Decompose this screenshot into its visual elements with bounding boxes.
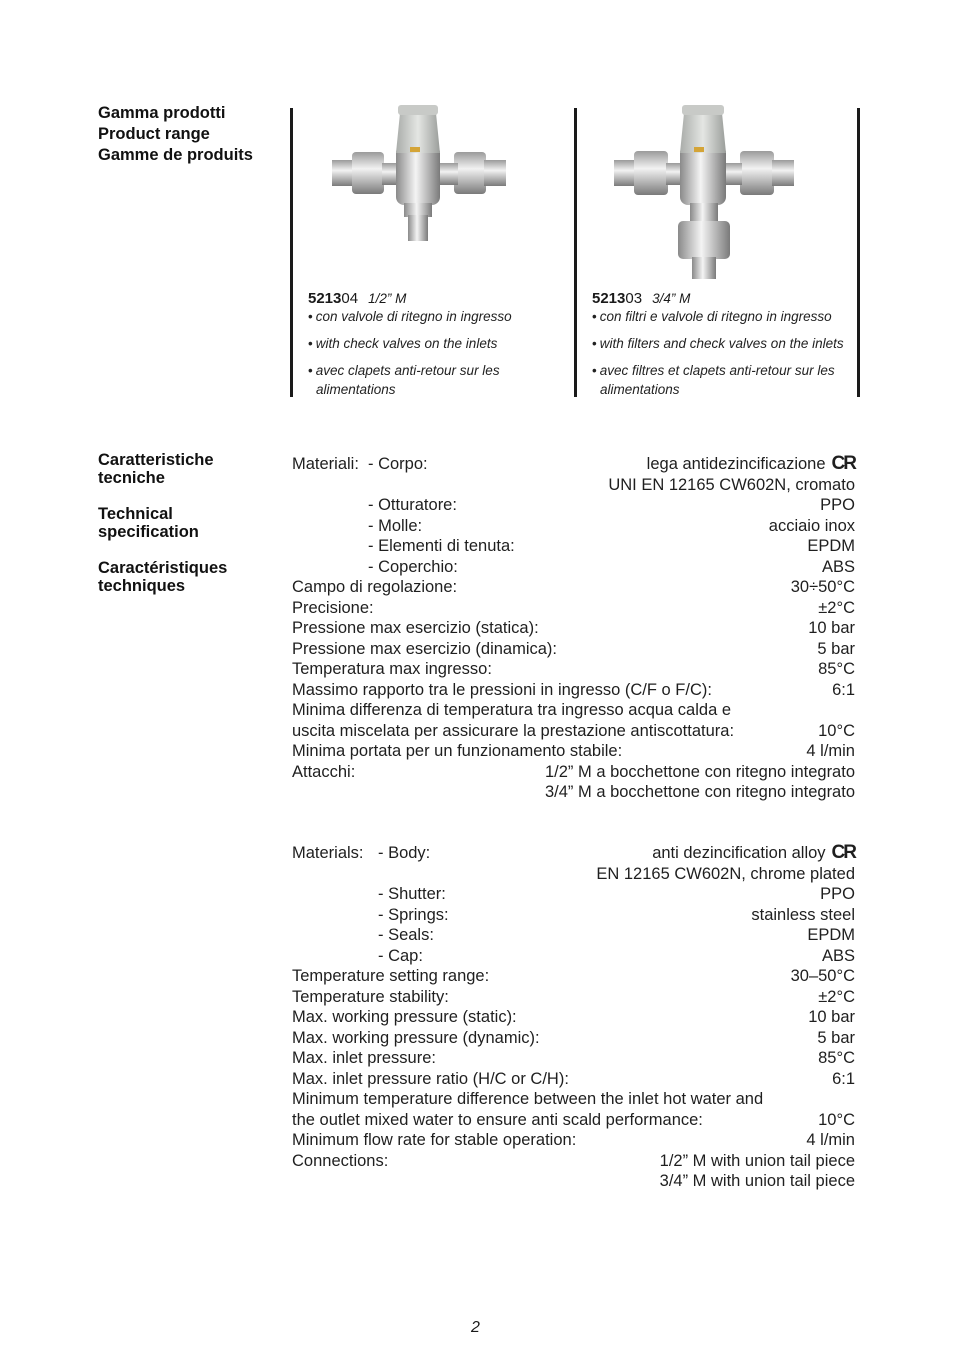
spec-row: - Molle: acciaio inox — [368, 516, 855, 535]
spec-table-en — [292, 843, 855, 1192]
spec-row: - Otturatore: PPO — [368, 496, 855, 514]
product-size: 3/4” M — [652, 291, 691, 306]
spec-row: Materials: - Body: anti dezincification alloy CR — [292, 842, 855, 863]
product-feature: • con filtri e valvole di ritegno in ingresso — [592, 309, 832, 324]
spec-row: - Shutter: PPO — [378, 885, 855, 903]
product-card — [308, 290, 570, 399]
spec-row: Max. working pressure (dynamic): 5 bar — [292, 1028, 855, 1047]
heading-en: Technical specification — [98, 505, 199, 541]
spec-row: Max. inlet pressure: 85°C — [292, 1049, 855, 1067]
product-feature: • with check valves on the inlets — [308, 336, 498, 351]
product-code: 521304 1/2” M — [308, 290, 407, 307]
spec-table-it — [292, 454, 855, 803]
product-size: 1/2” M — [368, 291, 407, 306]
spec-row: Minima differenza di temperatura tra ingresso acqua calda e — [292, 701, 732, 719]
product-card — [592, 290, 856, 399]
spec-row: Temperatura max ingresso: 85°C — [292, 660, 855, 678]
spec-row: - Coperchio: ABS — [368, 557, 855, 576]
product-feature: • avec filtres et clapets anti-retour sur les — [592, 363, 835, 378]
column-divider — [574, 108, 577, 397]
spec-row: Minimum flow rate for stable operation: 4 l/min — [292, 1131, 855, 1149]
spec-row: Attacchi: 1/2” M a bocchettone con ritegno integrato — [292, 762, 855, 781]
product-range-heading — [98, 103, 253, 166]
page-number: 2 — [471, 1319, 480, 1336]
cr-logo-icon: CR — [831, 842, 855, 863]
spec-row: Pressione max esercizio (statica): 10 bar — [292, 619, 855, 637]
spec-row: Pressione max esercizio (dinamica): 5 bar — [292, 639, 855, 658]
spec-row: Minima portata per un funzionamento stabile: 4 l/min — [292, 742, 855, 760]
heading-fr: Caractéristiques techniques — [98, 559, 228, 595]
product-feature-cont: alimentations — [600, 382, 680, 397]
spec-row: - Cap: ABS — [378, 946, 855, 965]
product-feature: • avec clapets anti-retour sur les — [308, 363, 500, 378]
thermostatic-mixing-valve-image — [330, 105, 510, 245]
spec-row: Max. inlet pressure ratio (H/C or C/H): 6:1 — [292, 1069, 855, 1088]
product-feature: • with filters and check valves on the inlets — [592, 336, 844, 351]
product-feature-cont: alimentations — [316, 382, 396, 397]
heading-en: Product range — [98, 125, 210, 143]
thermostatic-mixing-valve-with-filter-image — [612, 105, 797, 280]
column-divider — [290, 108, 293, 397]
heading-fr: Gamme de produits — [98, 146, 253, 164]
spec-row: Massimo rapporto tra le pressioni in ingresso (C/F o F/C): 6:1 — [292, 680, 855, 699]
heading-it: Gamma prodotti — [98, 104, 226, 122]
tech-spec-heading — [98, 451, 227, 595]
spec-row: - Springs: stainless steel — [378, 905, 855, 924]
product-code: 521303 3/4” M — [592, 290, 691, 307]
spec-row: EN 12165 CW602N, chrome plated — [596, 864, 855, 883]
spec-row: 3/4” M with union tail piece — [659, 1172, 855, 1190]
spec-row: - Elementi di tenuta: EPDM — [368, 537, 855, 555]
spec-row: uscita miscelata per assicurare la prestazione antiscottatura: 10°C — [292, 721, 855, 740]
spec-row: the outlet mixed water to ensure anti scald performance: 10°C — [292, 1110, 855, 1129]
heading-it: Caratteristiche tecniche — [98, 451, 214, 487]
spec-row: Campo di regolazione: 30÷50°C — [292, 578, 855, 596]
spec-row: Connections: 1/2” M with union tail piece — [292, 1151, 855, 1170]
spec-row: Temperature stability: ±2°C — [292, 987, 855, 1006]
column-divider — [857, 108, 860, 397]
product-feature: • con valvole di ritegno in ingresso — [308, 309, 512, 324]
spec-row: Materiali: - Corpo: lega antidezincificazione CR — [292, 453, 855, 474]
spec-row: Max. working pressure (static): 10 bar — [292, 1008, 855, 1026]
spec-row: Minimum temperature difference between the inlet hot water and — [292, 1090, 764, 1108]
cr-logo-icon: CR — [831, 453, 855, 474]
spec-row: Precisione: ±2°C — [292, 598, 855, 617]
spec-row: 3/4” M a bocchettone con ritegno integrato — [544, 783, 855, 801]
spec-row: - Seals: EPDM — [378, 926, 855, 944]
spec-row: UNI EN 12165 CW602N, cromato — [608, 475, 855, 494]
spec-row: Temperature setting range: 30–50°C — [292, 967, 855, 985]
